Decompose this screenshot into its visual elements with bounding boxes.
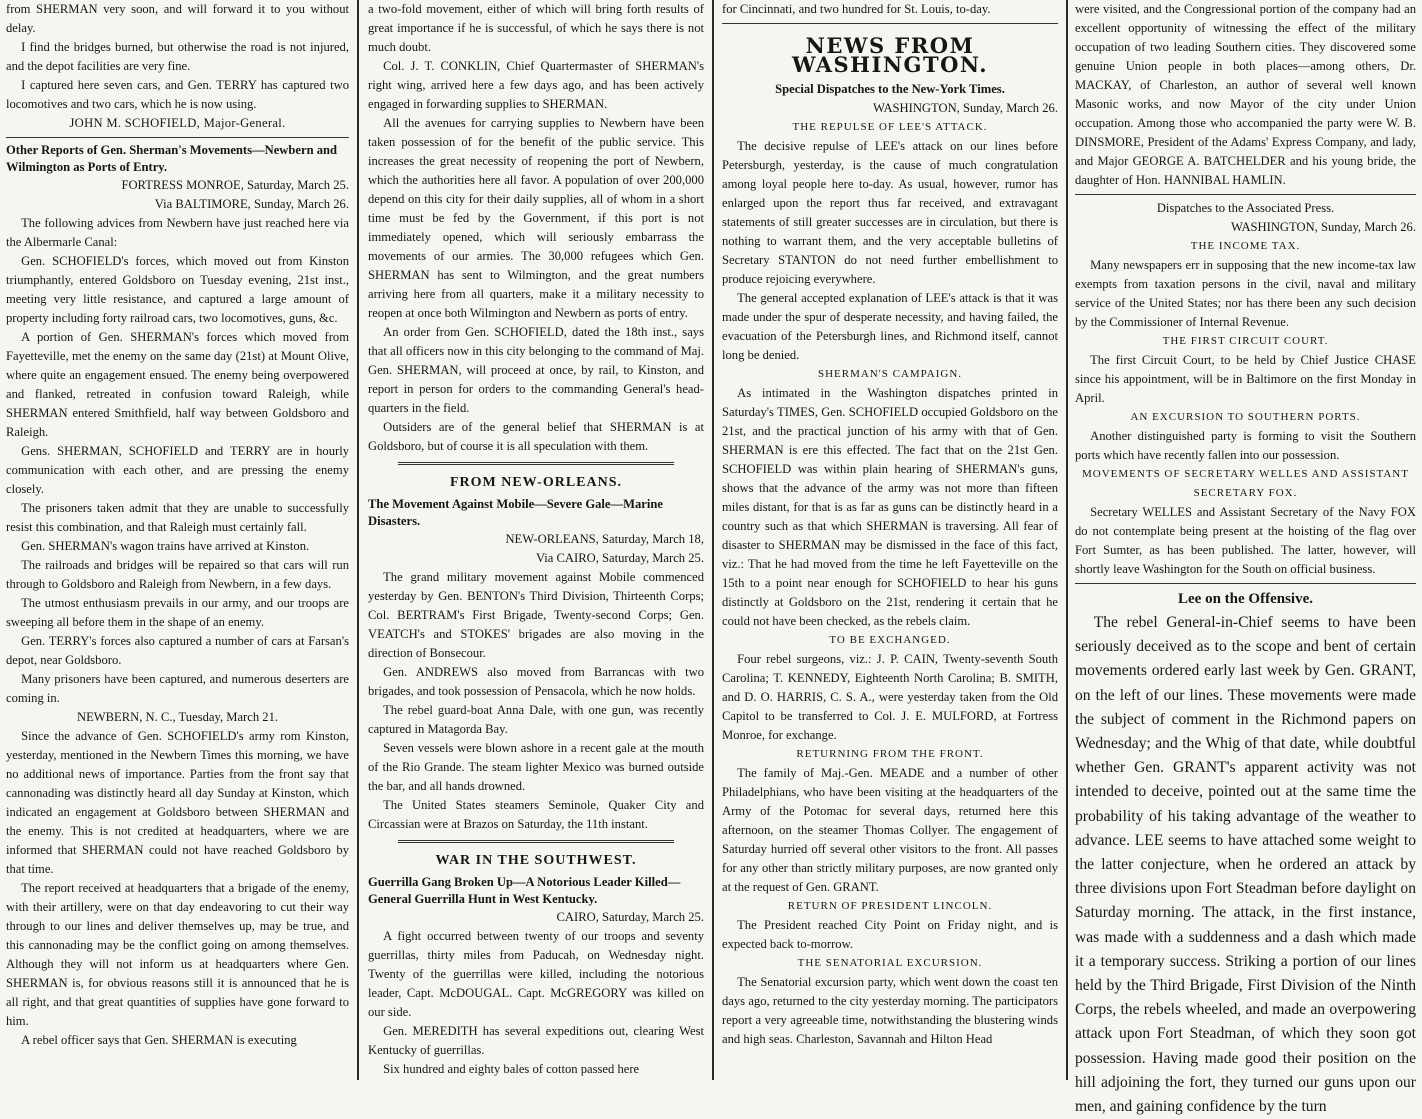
column-rule	[1066, 0, 1068, 1080]
divider	[6, 137, 349, 138]
signature: JOHN M. SCHOFIELD, Major-General.	[69, 116, 286, 130]
paragraph: were visited, and the Congressional portion of the company had an excellent opportunity of witnessing the effect of the military occupation of two leading Southern cities. They discovered some genuine Union people in both places—among others, Dr. MACKAY, of Charleston, an author of several well known Masonic works, and now Mayor of the city under Union occupation. Among those who accompanied the party were W. B. DINSMORE, President of the Adams' Express Company, and lady, and Major GEORGE A. BATCHELDER and his young bride, the daughter of Hon. HANNIBAL HAMLIN.	[1075, 2, 1416, 187]
paragraph: from SHERMAN very soon, and will forward it to you without delay.	[6, 2, 349, 35]
paragraph: The utmost enthusiasm prevails in our army, and our troops are sweeping all before them in the shape of an enemy.	[6, 596, 349, 629]
paragraph: Many newspapers err in supposing that the new income-tax law exempts from taxation persons in the civil, naval and military service of the United States; nor has there been any such decision by the Commissioner of Internal Revenue.	[1075, 258, 1416, 329]
subheading: THE FIRST CIRCUIT COURT.	[1162, 335, 1329, 347]
dateline: WASHINGTON, Sunday, March 26.	[1230, 220, 1416, 234]
paragraph: The Senatorial excursion party, which went down the coast ten days ago, returned to the city yesterday morning. The participators report a very agreeable time, notwithstanding the blustering winds and high seas. Charleston, Savannah and Hilton Head	[722, 975, 1058, 1046]
column-2	[362, 0, 710, 1080]
article-headline: Guerrilla Gang Broken Up—A Notorious Leader Killed—General Guerrilla Hunt in West Kentucky.	[368, 875, 681, 906]
paragraph: Secretary WELLES and Assistant Secretary of the Navy FOX do not contemplate being present at the hoisting of the flag over Fort Sumter, as has been published. The latter, however, will shortly leave Washington for the South on official business.	[1075, 505, 1416, 576]
divider	[1075, 583, 1416, 584]
paragraph: The following advices from Newbern have just reached here via the Albermarle Canal:	[6, 216, 349, 249]
divider	[398, 462, 674, 465]
article-headline: Other Reports of Gen. Sherman's Movements—Newbern and Wilmington as Ports of Entry.	[6, 143, 338, 174]
section-title: FROM NEW-ORLEANS.	[449, 475, 623, 490]
dateline: NEWBERN, N. C., Tuesday, March 21.	[76, 710, 279, 724]
paragraph: An order from Gen. SCHOFIELD, dated the 18th inst., says that all officers now in this city belonging to the command of Maj. Gen. SHERMAN, will proceed at once, by rail, to Kinston, and report in person for orders to the commanding General's head-quarters in the field.	[368, 325, 704, 415]
paragraph: Gen. ANDREWS also moved from Barrancas with two brigades, and took possession of Pensacola, which he now holds.	[368, 665, 704, 698]
paragraph: A portion of Gen. SHERMAN's forces which moved from Fayetteville, met the enemy on the same day (21st) at Mount Olive, where quite an engagement ensued. The enemy being overpowered and flanked, retreated in confusion toward Raleigh, while SHERMAN entered Smithfield, half way between Goldsboro and Raleigh.	[6, 330, 349, 439]
dateline: WASHINGTON, Sunday, March 26.	[872, 101, 1058, 115]
paragraph: The decisive repulse of LEE's attack on our lines before Petersburgh, yesterday, is the cause of much congratulation among loyal people here to-day. As usual, however, rumor has enlarged upon the report thus far received, and extravagant statements of still greater successes are in circulation, but there is nothing to warrant them, and the very acceptable bulletins of Secretary STANTON do not need further embellishment to produce rejoicing everywhere.	[722, 139, 1058, 286]
paragraph: As intimated in the Washington dispatches printed in Saturday's TIMES, Gen. SCHOFIELD occupied Goldsboro on the 21st, and the practical junction of his army with that of Gen. SHERMAN is ere this effected. The fact that on the 21st Gen. SCHOFIELD was within plain hearing of SHERMAN's guns, shows that the advance of the army was not more than fifteen miles distant, for that is as far as guns can be distinctly heard in a country such as that which SHERMAN is traversing. All fear of disaster to SHERMAN may be dismissed in the face of this fact, viz.: That he had moved from the time he left Fayetteville on the 15th to a point near enough for SCHOFIELD to hear his guns distinctly at Goldsboro on the 21st, rendering it certain that he could not have been checked, as the rebels claim.	[722, 386, 1058, 628]
paragraph: The family of Maj.-Gen. MEADE and a number of other Philadelphians, who have been visiting at the headquarters of the Army of the Potomac for several days, returned here this afternoon, on the steamer Thomas Collyer. The engagement of Saturday hurried off several other visitors to the front. All passes for any other than strictly military purposes, are now granted only at the request of Gen. GRANT.	[722, 766, 1058, 894]
paragraph: a two-fold movement, either of which will bring forth results of great importance if he is successful, of which he says there is not much doubt.	[368, 2, 704, 54]
paragraph: Many prisoners have been captured, and numerous deserters are coming in.	[6, 672, 349, 705]
subheading: AN EXCURSION TO SOUTHERN PORTS.	[1130, 411, 1361, 423]
paragraph: Gens. SHERMAN, SCHOFIELD and TERRY are in hourly communication with each other, and are pressing the enemy closely.	[6, 444, 349, 496]
article-headline: The Movement Against Mobile—Severe Gale—Marine Disasters.	[368, 497, 663, 528]
column-1	[0, 0, 355, 1080]
paragraph: The grand military movement against Mobile commenced yesterday by Gen. BENTON's Third Division, Thirteenth Corps; Col. BERTRAM's First Brigade, Twenty-second Corps; Gen. VEATCH's and STOKES' brigades are also moving in the direction of Bonsecour.	[368, 570, 704, 660]
column-rule	[712, 0, 714, 1080]
dateline: Via CAIRO, Saturday, March 25.	[535, 551, 704, 565]
column-rule	[357, 0, 359, 1080]
paragraph: I captured here seven cars, and Gen. TERRY has captured two locomotives and two cars, which he is now using.	[6, 78, 349, 111]
subheading: RETURN OF PRESIDENT LINCOLN.	[787, 900, 993, 912]
dispatch-credit: Special Dispatches to the New-York Times.	[775, 82, 1005, 96]
paragraph: A fight occurred between twenty of our troops and seventy guerrillas, thirty miles from Paducah, on Wednesday night. Twenty of the guerrillas were killed, including the notorious leader, Capt. McDOUGAL. Capt. McGREGORY was killed on our side.	[368, 929, 704, 1019]
paragraph: Gen. TERRY's forces also captured a number of cars at Farsan's depot, near Goldsboro.	[6, 634, 349, 667]
dateline: Via BALTIMORE, Sunday, March 26.	[154, 197, 349, 211]
paragraph: A rebel officer says that Gen. SHERMAN is executing	[21, 1033, 297, 1047]
column-4	[1069, 0, 1422, 1116]
paragraph: The first Circuit Court, to be held by Chief Justice CHASE since his appointment, will be in Baltimore on the first Monday in April.	[1075, 353, 1416, 405]
column-3	[716, 0, 1064, 1080]
paragraph: Another distinguished party is forming to visit the Southern ports which have recently fallen into our possession.	[1075, 429, 1416, 462]
paragraph: Gen. MEREDITH has several expeditions out, clearing West Kentucky of guerrillas.	[368, 1024, 704, 1057]
paragraph: The President reached City Point on Friday night, and is expected back to-morrow.	[722, 918, 1058, 951]
section-title: WAR IN THE SOUTHWEST.	[435, 853, 637, 868]
subheading: TO BE EXCHANGED.	[829, 634, 951, 646]
paragraph: Col. J. T. CONKLIN, Chief Quartermaster of SHERMAN's right wing, arrived here a few days ago, and has been actively engaged in forwarding supplies to SHERMAN.	[368, 59, 704, 111]
subheading: THE INCOME TAX.	[1190, 240, 1301, 252]
section-title: NEWS FROM WASHINGTON.	[791, 33, 989, 77]
paragraph: for Cincinnati, and two hundred for St. Louis, to-day.	[722, 2, 991, 16]
paragraph: The report received at headquarters that a brigade of the enemy, with their artillery, were on that day endeavoring to cut their way through to our lines and deliver themselves up, may be true, and this cannonading may be the conflict going on among themselves. Although they will not inform us at headquarters where Gen. SHERMAN is, for obvious reasons still it is announced that he is all right, and that great quantities of supplies have gone forward to him.	[6, 881, 349, 1028]
dateline: FORTRESS MONROE, Saturday, March 25.	[121, 178, 349, 192]
paragraph: The United States steamers Seminole, Quaker City and Circassian were at Brazos on Saturday, the 11th instant.	[368, 798, 704, 831]
subheading: THE REPULSE OF LEE'S ATTACK.	[792, 121, 988, 133]
divider	[1075, 194, 1416, 195]
paragraph: All the avenues for carrying supplies to Newbern have been taken possession of for the benefit of the public service. This increases the great necessity of reopening the port of Newbern, which the authorities here all favor. A population of over 200,000 depend on this city for their daily supplies, all of whom in a short time must be fed by the Government, if this port is not immediately opened, which will seriously embarrass the movements of our armies. The 30,000 refugees which Gen. SHERMAN has sent to Wilmington, and the great numbers arriving here from all quarters, make it a military necessity to reopen at once both Wilmington and Newbern as ports of entry.	[368, 116, 704, 320]
paragraph: Six hundred and eighty bales of cotton passed here	[383, 1062, 640, 1076]
paragraph: The general accepted explanation of LEE's attack is that it was made under the spur of desperate necessity, and having failed, the evacuation of the Petersburgh lines, and Richmond itself, cannot long be denied.	[722, 291, 1058, 362]
divider	[398, 840, 674, 843]
paragraph: The railroads and bridges will be repaired so that cars will run through to Goldsboro and Raleigh from Newbern, in a few days.	[6, 558, 349, 591]
editorial-paragraph: The rebel General-in-Chief seems to have been seriously deceived as to the scope and bent of certain movements ordered early last week by Gen. GRANT, on the left of our lines. These movements were made the subject of comment in the Richmond papers on Wednesday; and the Whig of that date, while doubtful whether Gen. GRANT's apparent activity was not intended to deceive, pointed out at the same time the probability of his taking advantage of the weather to advance. LEE seems to have attached some weight to the latter conjecture, when he ordered an attack by three divisions upon Fort Steadman before daylight on Saturday morning. The attack, in the first instance, was made with a suddenness and a dash which made it a temporary success. Striking a portion of our lines held by the Third Brigade, First Division of the Ninth Corps, the rebels wheeled, and made an overpowering attack upon Fort Steadman, of which they soon got possession. Having made good their position on the hill adjoining the fort, they turned our guns upon our men, and gaining confidence by the turn	[1075, 614, 1416, 1116]
paragraph: Gen. SHERMAN's wagon trains have arrived at Kinston.	[21, 539, 310, 553]
subheading: MOVEMENTS OF SECRETARY WELLES AND ASSISTANT SECRETARY FOX.	[1082, 468, 1409, 499]
dateline: CAIRO, Saturday, March 25.	[556, 910, 704, 924]
subheading: THE SENATORIAL EXCURSION.	[797, 957, 983, 969]
paragraph: Outsiders are of the general belief that SHERMAN is at Goldsboro, but of course it is all speculation with them.	[368, 420, 704, 453]
divider	[722, 23, 1058, 24]
paragraph: Since the advance of Gen. SCHOFIELD's army rom Kinston, yesterday, mentioned in the Newbern Times this morning, we have no additional news of importance. Parties from the front say that cannonading was distinctly heard all day Sunday at Kinston, which indicated an engagement at Goldsboro between SHERMAN and the enemy. This is not credited at headquarters, where we are informed that SHERMAN could not have reached Goldsboro by that time.	[6, 729, 349, 876]
paragraph: Seven vessels were blown ashore in a recent gale at the mouth of the Rio Grande. The steam lighter Mexico was burned outside the bar, and all hands drowned.	[368, 741, 704, 793]
dispatch-credit: Dispatches to the Associated Press.	[1156, 201, 1335, 215]
paragraph: The rebel guard-boat Anna Dale, with one gun, was recently captured in Matagorda Bay.	[368, 703, 704, 736]
paragraph: The prisoners taken admit that they are unable to successfully resist this combination, and that Raleigh must certainly fall.	[6, 501, 349, 534]
editorial-title: Lee on the Offensive.	[1178, 591, 1313, 607]
dateline: NEW-ORLEANS, Saturday, March 18,	[505, 532, 704, 546]
paragraph: Gen. SCHOFIELD's forces, which moved out from Kinston triumphantly, entered Goldsboro on Tuesday evening, 21st inst., meeting very little resistance, and captured a large amount of property including forty railroad cars, two locomotives, guns, &c.	[6, 254, 349, 325]
subheading: RETURNING FROM THE FRONT.	[796, 748, 984, 760]
paragraph: Four rebel surgeons, viz.: J. P. CAIN, Twenty-seventh South Carolina; T. KENNEDY, Eighteenth North Carolina; B. SMITH, and D. O. HARRIS, C. S. A., were yesterday taken from the Old Capitol to be transferred to Col. J. E. MULFORD, at Fortress Monroe, for exchange.	[722, 652, 1058, 742]
subheading: SHERMAN'S CAMPAIGN.	[817, 368, 963, 380]
paragraph: I find the bridges burned, but otherwise the road is not injured, and the depot facilities are very fine.	[6, 40, 349, 73]
